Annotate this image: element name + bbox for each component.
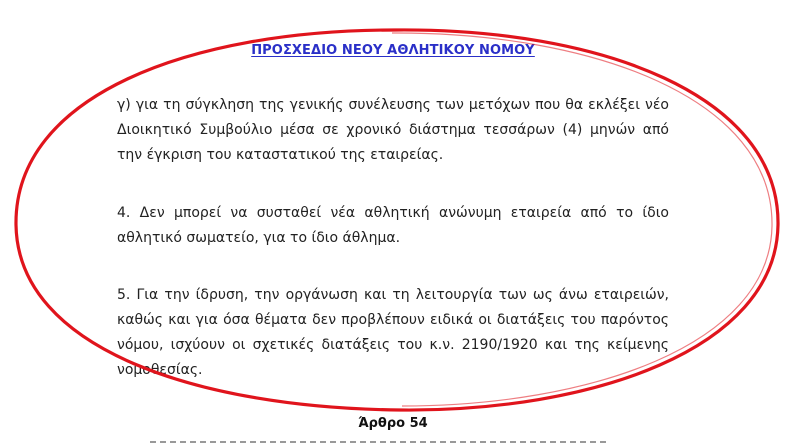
cut-off-text-line: [150, 441, 610, 443]
document-header: ΠΡΟΣΧΕΔΙΟ ΝΕΟΥ ΑΘΛΗΤΙΚΟΥ ΝΟΜΟΥ: [251, 43, 535, 58]
paragraph-4: 4. Δεν μπορεί να συσταθεί νέα αθλητική ανώνυμη εταιρεία από το ίδιο αθλητικό σωματείο, για το ίδιο άθλημα.: [117, 205, 669, 246]
paragraph-gamma: γ) για τη σύγκληση της γενικής συνέλευσης των μετόχων που θα εκλέξει νέο Διοικητικό Συμβούλιο μέσα σε χρονικό διάστημα τεσσάρων (4) μηνών από την έγκριση του καταστατικού της εταιρείας.: [117, 97, 669, 163]
paragraph-5: 5. Για την ίδρυση, την οργάνωση και τη λειτουργία των ως άνω εταιρειών, καθώς και για όσα θέματα δεν προβλέπουν ειδικά οι διατάξεις του παρόντος νόμου, ισχύουν οι σχετικές διατάξεις του κ.ν. 2190/1920 και της κείμενης νομοθεσίας.: [117, 287, 669, 378]
article-heading: Άρθρο 54: [358, 416, 428, 431]
